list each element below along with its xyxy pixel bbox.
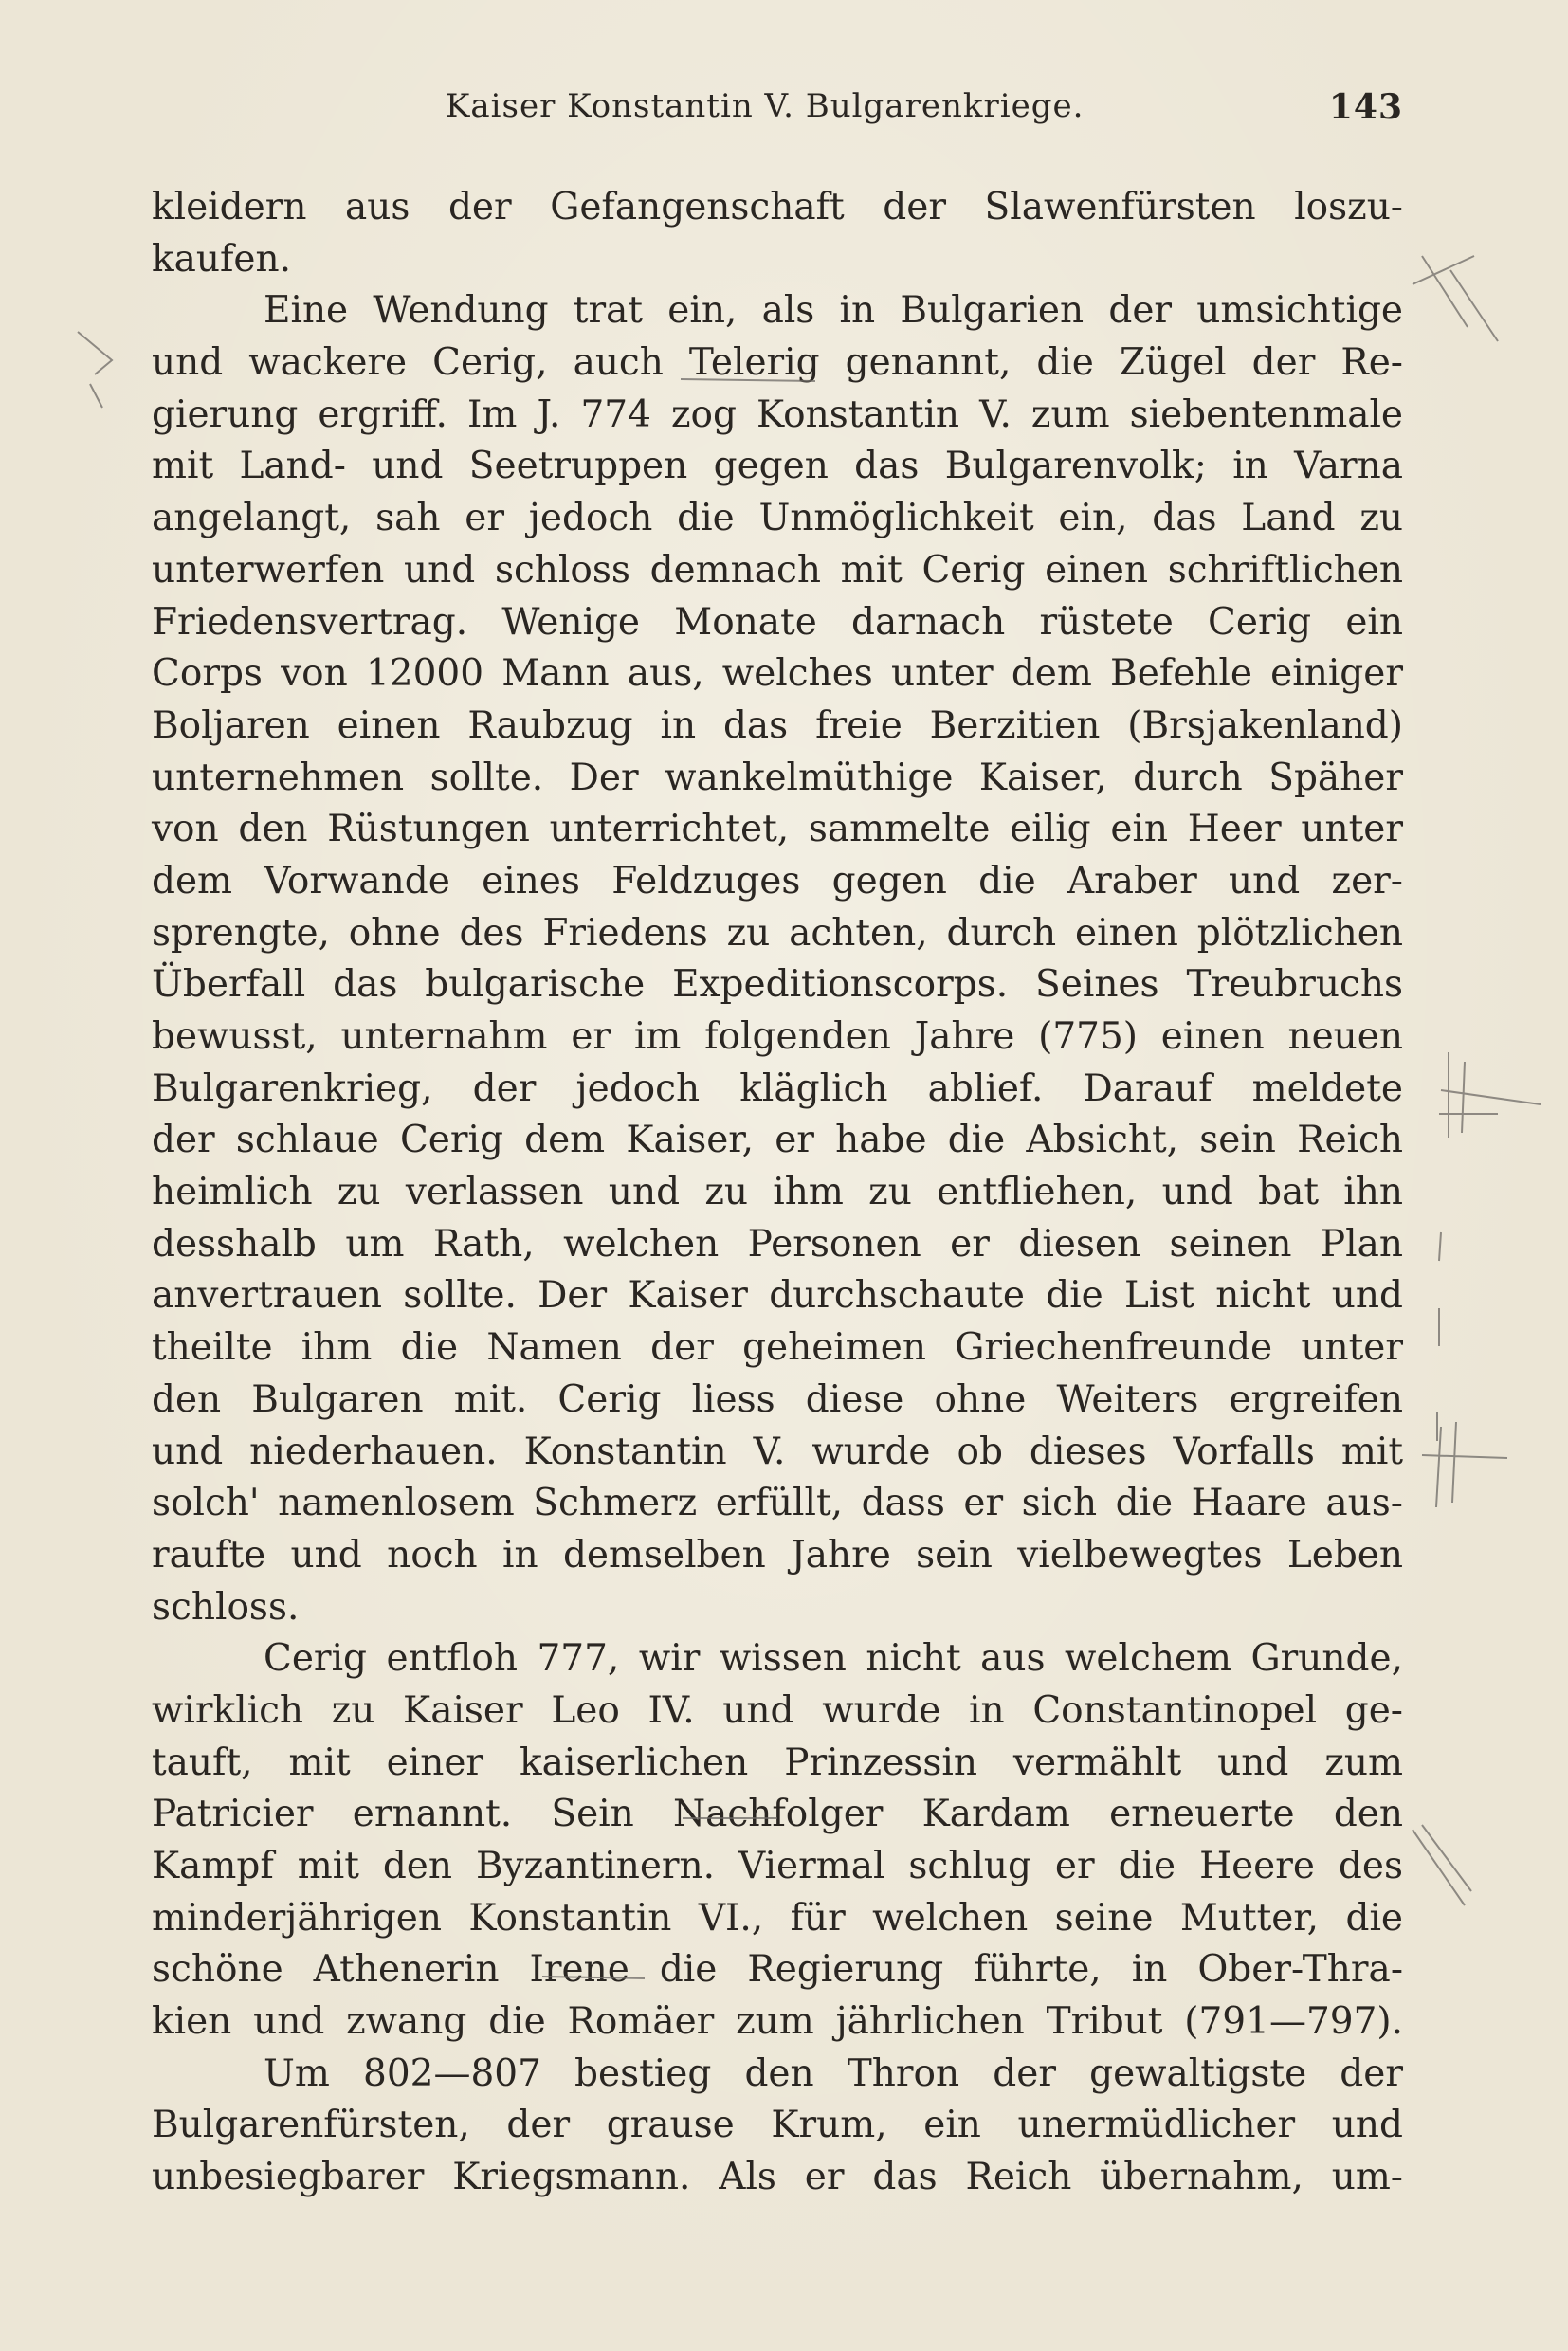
text-line: unterwerfen und schloss demnach mit Cerig einen schriftlichen (152, 548, 1403, 592)
text-line: bewusst, unternahm er im folgenden Jahre (775) einen neuen (152, 1015, 1403, 1058)
text-line: minderjährigen Konstantin VI., für welchen seine Mutter, die (152, 1896, 1403, 1940)
text-line: Cerig entfloh 777, wir wissen nicht aus welchem Grunde, (264, 1637, 1403, 1681)
text-line: Boljaren einen Raubzug in das freie Berzitien (Brsjakenland) (152, 703, 1403, 747)
text-line: gierung ergriff. Im J. 774 zog Konstantin V. zum siebentenmale (152, 392, 1403, 436)
running-head (446, 87, 1403, 135)
body-text (152, 182, 1403, 2204)
text-line: Eine Wendung trat ein, als in Bulgarien der umsichtige (264, 289, 1403, 333)
text-line: heimlich zu verlassen und zu ihm zu entfliehen, und bat ihn (152, 1171, 1403, 1214)
page-number: 143 (1328, 87, 1403, 127)
text-line: solch' namenlosem Schmerz erfüllt, dass er sich die Haare aus- (152, 1482, 1403, 1525)
text-line: desshalb um Rath, welchen Personen er diesen seinen Plan (152, 1222, 1403, 1266)
text-line: dem Vorwande eines Feldzuges gegen die Araber und zer- (152, 859, 1403, 902)
text-line: schloss. (152, 1585, 300, 1629)
text-line: wirklich zu Kaiser Leo IV. und wurde in Constantinopel ge- (152, 1688, 1403, 1732)
margin-mark-right-3 (1413, 1825, 1471, 1905)
text-line: unbesiegbarer Kriegsmann. Als er das Reich übernahm, um- (152, 2156, 1403, 2199)
text-line: Um 802—807 bestieg den Thron der gewaltigste der (264, 2051, 1403, 2095)
margin-mark-right-2 (1422, 1422, 1507, 1507)
text-line: Bulgarenkrieg, der jedoch kläglich ablief. Darauf meldete (152, 1066, 1403, 1110)
text-line: und wackere Cerig, auch Telerig genannt, die Zügel der Re- (152, 341, 1403, 385)
running-title: Kaiser Konstantin V. Bulgarenkriege. (446, 87, 1085, 125)
text-line: unternehmen sollte. Der wankelmüthige Kaiser, durch Späher (152, 756, 1403, 799)
text-line: und niederhauen. Konstantin V. wurde ob dieses Vorfalls mit (152, 1430, 1403, 1473)
margin-mark-right-1 (1439, 1052, 1541, 1138)
text-line: Corps von 12000 Mann aus, welches unter dem Befehle einiger (152, 652, 1403, 696)
margin-mark-left (78, 332, 112, 408)
text-line: kleidern aus der Gefangenschaft der Slawenfürsten loszu- (152, 186, 1403, 228)
text-line: tauft, mit einer kaiserlichen Prinzessin vermählt und zum (152, 1740, 1403, 1784)
text-line: schöne Athenerin Irene die Regierung führte, in Ober-Thra- (152, 1948, 1403, 1992)
text-line: sprengte, ohne des Friedens zu achten, durch einen plötzlichen (152, 911, 1403, 955)
text-line: von den Rüstungen unterrichtet, sammelte eilig ein Heer unter (152, 808, 1403, 851)
text-line: raufte und noch in demselben Jahre sein vielbewegtes Leben (152, 1533, 1403, 1576)
text-line: anvertrauen sollte. Der Kaiser durchschaute die List nicht und (152, 1274, 1403, 1318)
text-line: Friedensvertrag. Wenige Monate darnach rüstete Cerig ein (152, 600, 1403, 644)
text-line: der schlaue Cerig dem Kaiser, er habe die Absicht, sein Reich (152, 1119, 1403, 1162)
text-line: Patricier ernannt. Sein Nachfolger Kardam erneuerte den (152, 1793, 1403, 1836)
text-line: angelangt, sah er jedoch die Unmöglichkeit ein, das Land zu (152, 497, 1403, 540)
text-line: Kampf mit den Byzantinern. Viermal schlug er die Heere des (152, 1845, 1403, 1887)
text-line: kien und zwang die Romäer zum jährlichen Tribut (791—797). (152, 2000, 1403, 2044)
margin-mark-upper-right (1413, 256, 1498, 341)
text-line: mit Land- und Seetruppen gegen das Bulgarenvolk; in Varna (152, 445, 1403, 488)
text-line: theilte ihm die Namen der geheimen Griechenfreunde unter (152, 1326, 1403, 1370)
margin-ticks (1437, 1232, 1441, 1441)
text-line: kaufen. (152, 237, 292, 281)
text-line: Überfall das bulgarische Expeditionscorps. Seines Treubruchs (152, 963, 1403, 1007)
text-line: Bulgarenfürsten, der grause Krum, ein unermüdlicher und (152, 2104, 1403, 2147)
text-line: den Bulgaren mit. Cerig liess diese ohne Weiters ergreifen (152, 1377, 1403, 1421)
